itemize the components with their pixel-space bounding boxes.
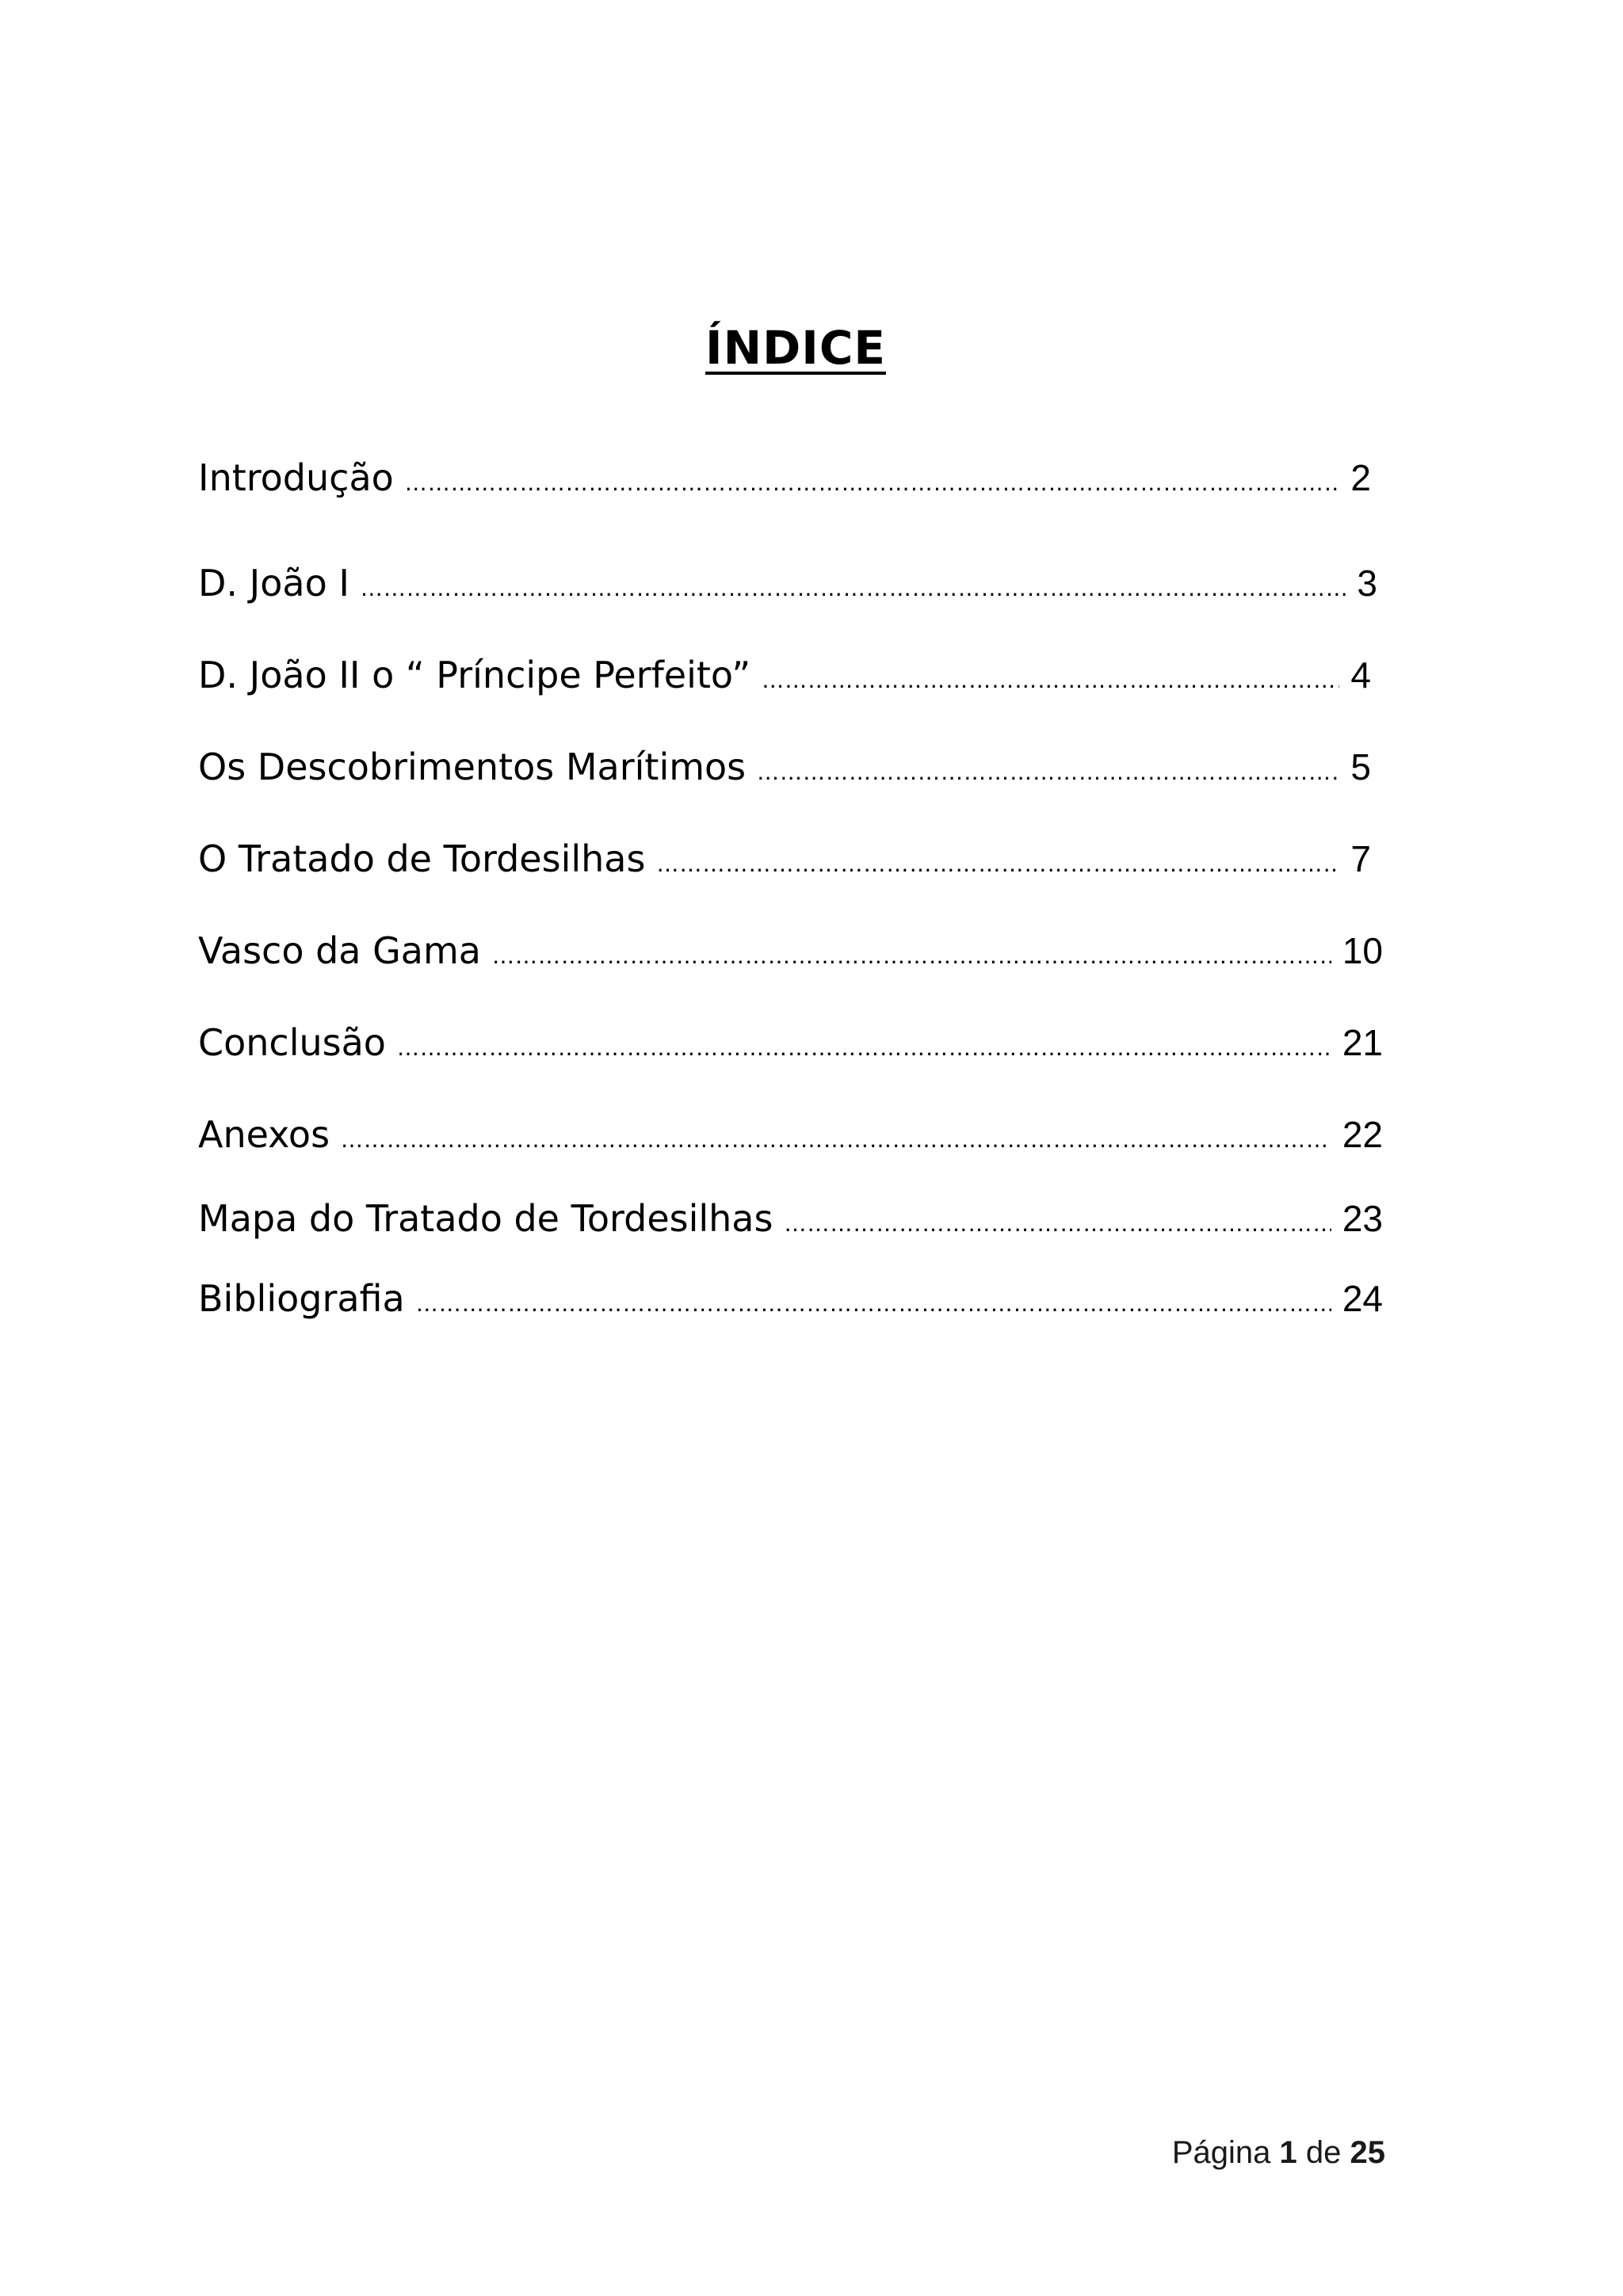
toc-entry-label: D. João I (198, 562, 349, 605)
toc-entry-bibliografia[interactable] (198, 1277, 1383, 1320)
toc-entry-conclusao[interactable] (198, 1021, 1383, 1064)
toc-dot-leader (492, 945, 1331, 967)
toc-entry-descobrimentos[interactable] (198, 746, 1371, 788)
toc-entry-label: Os Descobrimentos Marítimos (198, 746, 747, 788)
footer-separator: de (1305, 2135, 1342, 2170)
toc-entry-page: 4 (1350, 654, 1371, 696)
page-number-footer (1172, 2135, 1385, 2171)
footer-prefix: Página (1171, 2135, 1271, 2170)
toc-entry-label: D. João II o “ Príncipe Perfeito” (198, 654, 751, 696)
toc-entry-label: Introdução (198, 456, 394, 499)
toc-entry-label: Bibliografia (198, 1277, 405, 1320)
toc-entry-vasco-da-gama[interactable] (198, 929, 1383, 972)
toc-dot-leader (416, 1293, 1331, 1315)
toc-entry-mapa-tordesilhas[interactable] (198, 1197, 1383, 1240)
toc-dot-leader (757, 761, 1339, 784)
toc-entry-d-joao-i[interactable] (198, 562, 1377, 605)
toc-entry-label: Conclusão (198, 1021, 386, 1064)
footer-current-page: 1 (1279, 2135, 1297, 2170)
footer-total-pages: 25 (1350, 2135, 1385, 2170)
toc-entry-page: 22 (1342, 1114, 1383, 1155)
toc-entry-page: 23 (1342, 1198, 1383, 1239)
toc-entry-page: 3 (1357, 563, 1377, 604)
toc-entry-page: 2 (1350, 457, 1371, 498)
toc-dot-leader (397, 1037, 1331, 1059)
toc-dot-leader (762, 669, 1339, 692)
toc-entry-anexos[interactable] (198, 1113, 1383, 1156)
toc-dot-leader (656, 853, 1339, 875)
toc-entry-tratado-tordesilhas[interactable] (198, 837, 1371, 880)
toc-dot-leader (784, 1213, 1331, 1235)
toc-dot-leader (341, 1129, 1331, 1151)
page-title: ÍNDICE (705, 321, 887, 375)
toc-dot-leader (361, 578, 1346, 600)
toc-entry-d-joao-ii[interactable] (198, 654, 1371, 696)
toc-entry-label: Mapa do Tratado de Tordesilhas (198, 1197, 773, 1240)
toc-entry-page: 24 (1342, 1278, 1383, 1319)
toc-entry-page: 5 (1350, 746, 1371, 788)
toc-entry-page: 21 (1342, 1022, 1383, 1063)
toc-entry-label: Anexos (198, 1113, 330, 1156)
toc-dot-leader (405, 472, 1340, 494)
toc-entry-label: O Tratado de Tordesilhas (198, 837, 646, 880)
toc-entry-page: 7 (1350, 838, 1371, 879)
toc-entry-page: 10 (1342, 930, 1383, 971)
toc-entry-introducao[interactable] (198, 456, 1371, 499)
toc-entry-label: Vasco da Gama (198, 929, 481, 972)
